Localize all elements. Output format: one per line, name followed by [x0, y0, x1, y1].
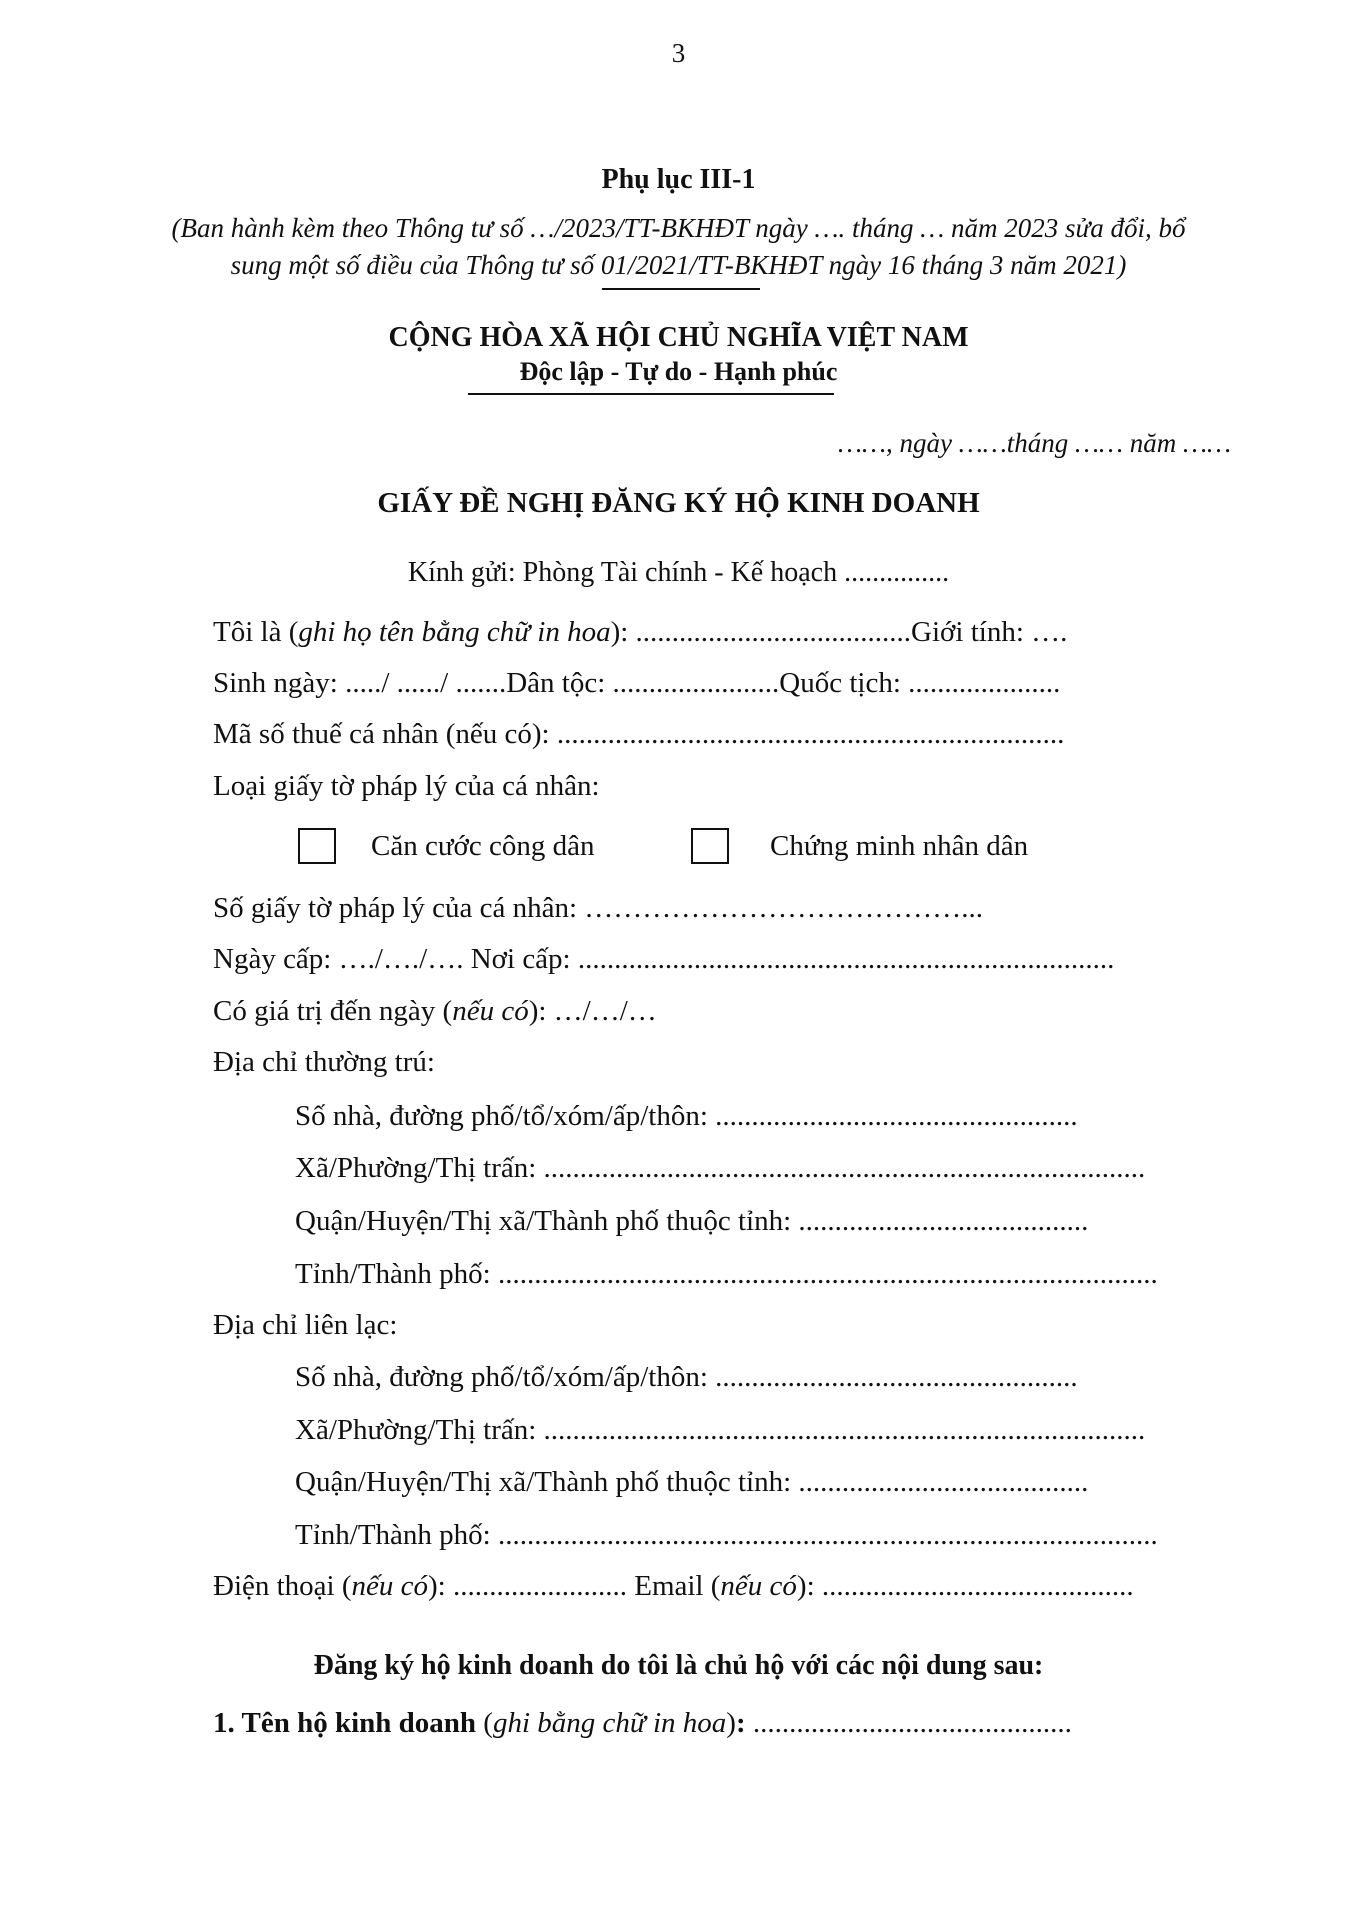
name-field: Tôi là (ghi họ tên bằng chữ in hoa): ......................................Giới tính: …. [213, 616, 1068, 648]
appendix-title: Phụ lục III-1 [601, 164, 756, 195]
permanent-province-field: Tỉnh/Thành phố: ........................................................................................... [295, 1258, 1158, 1290]
reference-underline [602, 288, 760, 290]
identity-card-checkbox[interactable] [691, 828, 729, 864]
citizen-id-checkbox[interactable] [298, 828, 336, 864]
form-title: GIẤY ĐỀ NGHỊ ĐĂNG KÝ HỘ KINH DOANH [377, 487, 980, 519]
citizen-id-label: Căn cước công dân [371, 830, 595, 862]
tax-code-field: Mã số thuế cá nhân (nếu có): ...................................................................... [213, 718, 1065, 750]
contact-address-label: Địa chỉ liên lạc: [213, 1309, 398, 1341]
recipient-line: Kính gửi: Phòng Tài chính - Kế hoạch ............... [407, 557, 950, 588]
business-name-field: 1. Tên hộ kinh doanh (ghi bằng chữ in hoa): ............................................ [213, 1707, 1072, 1739]
contact-street-field: Số nhà, đường phố/tổ/xóm/ấp/thôn: .................................................. [295, 1361, 1078, 1393]
motto-underline [468, 393, 834, 395]
date-line: ……, ngày ……tháng …… năm …… [837, 428, 1231, 458]
identity-card-label: Chứng minh nhân dân [770, 830, 1029, 862]
permanent-district-field: Quận/Huyện/Thị xã/Thành phố thuộc tỉnh: ........................................ [295, 1205, 1089, 1237]
id-number-field: Số giấy tờ pháp lý của cá nhân: …………………………………... [213, 892, 984, 924]
appendix-note-line-2: sung một số điều của Thông tư số 01/2021/TT-BKHĐT ngày 16 tháng 3 năm 2021) [230, 250, 1127, 280]
valid-until-field: Có giá trị đến ngày (nếu có): …/…/… [213, 995, 657, 1027]
page-number: 3 [671, 38, 686, 68]
permanent-street-field: Số nhà, đường phố/tổ/xóm/ấp/thôn: .................................................. [295, 1100, 1078, 1132]
motto: Độc lập - Tự do - Hạnh phúc [519, 357, 838, 386]
birth-field: Sinh ngày: ...../ ....../ .......Dân tộc: .......................Quốc tịch: ..................... [213, 667, 1061, 699]
contact-province-field: Tỉnh/Thành phố: ........................................................................................... [295, 1519, 1158, 1551]
appendix-note-line-1: (Ban hành kèm theo Thông tư số …/2023/TT-BKHĐT ngày …. tháng … năm 2023 sửa đổi, bổ [171, 213, 1186, 243]
section-heading: Đăng ký hộ kinh doanh do tôi là chủ hộ với các nội dung sau: [313, 1650, 1044, 1681]
country-name: CỘNG HÒA XÃ HỘI CHỦ NGHĨA VIỆT NAM [388, 322, 969, 353]
issue-field: Ngày cấp: …./…./…. Nơi cấp: .......................................................................... [213, 943, 1115, 975]
contact-ward-field: Xã/Phường/Thị trấn: ................................................................................... [295, 1414, 1146, 1446]
permanent-address-label: Địa chỉ thường trú: [213, 1046, 435, 1078]
phone-email-field: Điện thoại (nếu có): ........................ Email (nếu có): ........................................... [213, 1570, 1134, 1602]
contact-district-field: Quận/Huyện/Thị xã/Thành phố thuộc tỉnh: ........................................ [295, 1466, 1089, 1498]
id-type-label: Loại giấy tờ pháp lý của cá nhân: [213, 770, 600, 802]
permanent-ward-field: Xã/Phường/Thị trấn: ................................................................................... [295, 1152, 1146, 1184]
